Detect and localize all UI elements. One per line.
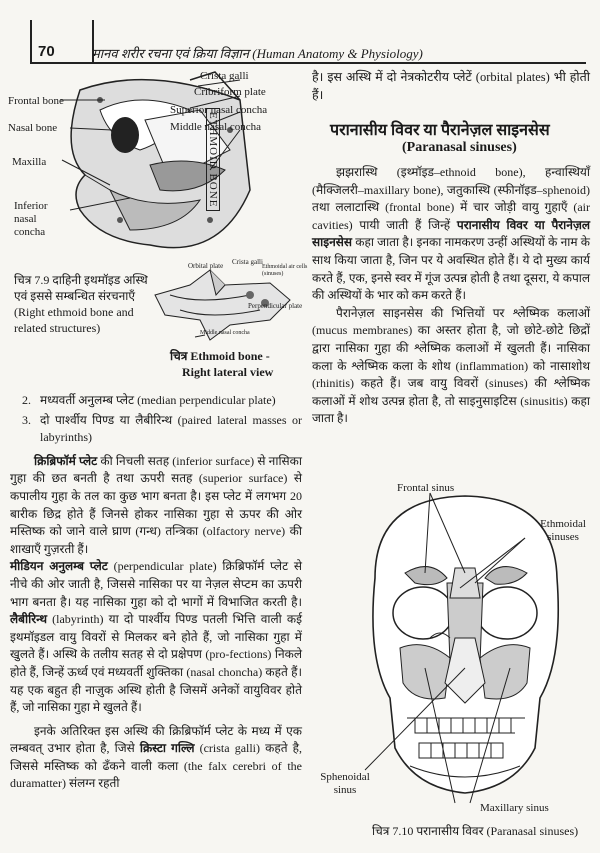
list-number: 3. <box>22 412 31 427</box>
paragraph-cribriform <box>10 453 302 559</box>
term-labyrinth: लैबीरिन्थ <box>10 612 47 627</box>
list-item <box>10 412 302 447</box>
term-paranasal-sinuses: परानासीय विवर या पैरानेज़ल साइनसेस <box>312 217 590 250</box>
paragraph-text: (crista galli) कहते है, जिससे मस्तिष्क को ढँकने वाली कला (the falx cerebri of the duramatter) संलग्न रहती <box>10 741 303 791</box>
label-cribriform-plate: Cribriform plate <box>194 86 266 98</box>
ethmoid-bone-side-label: ETHMOID BONE <box>206 108 220 211</box>
label-ethmoidal-air-cells: Ethmoidal air cells (sinuses) <box>262 264 308 277</box>
paragraph-text: (perpendicular plate) क्रिब्रिफॉर्म प्लेट से नीचे की ओर जाती है, जिससे नासिका पर या नेज़ल सेप्टम का ऊपरी भाग बनता है। यह नासिका गुहा को दो भागों में विभाजित करती है। <box>10 559 303 609</box>
term-crista-galli: क्रिस्टा गल्लि <box>139 741 195 756</box>
section-heading-hindi: परानासीय विवर या पैरानेज़ल साइनसेस <box>330 122 550 139</box>
label-orbital-plate: Orbital plate <box>188 262 224 270</box>
term-median-plate: मीडियन अनुलम्ब प्लेट <box>10 559 108 574</box>
figure-7-9-caption: चित्र 7.9 दाहिनी इथमॉइड अस्थि एवं इससे सम्बन्धित संरचनाएँ (Right ethmoid bone and related structures) <box>14 273 148 335</box>
label-crista-galli: Crista galli <box>200 70 249 82</box>
ethmoid-parts-list <box>10 392 302 447</box>
label-perpendicular-plate: Perpendicular plate <box>248 302 303 310</box>
label-superior-nasal-concha: Superior nasal concha <box>170 104 268 116</box>
paragraph-text: इनके अतिरिक्त इस अस्थि की क्रिब्रिफॉर्म प्लेट के मध्य में एक लम्बवत् उभार होता है, जिसे <box>10 723 302 756</box>
right-column-intro: है। इस अस्थि में दो नेत्रकोटरीय प्लेटें (orbital plates) भी होती हैं। <box>312 70 590 102</box>
page-number: 70 <box>38 43 55 60</box>
label-middle-nasal-concha-small: Middle nasal concha <box>200 330 250 336</box>
paragraph-text: कहा जाता है। इनका नामकरण उन्हीं अस्थियों के नाम के साथ किया जाता है, जिन पर ये अवस्थित होते हैं। ये दो मुख्य कार्य करते हैं, एक, इनसे स्वर में गूंज उत्पन्न होती है तथा दूसरा, ये कपाल की अस्थियों के भार को कम करते हैं। <box>312 235 590 303</box>
figure-7-10-caption: चित्र 7.10 परानासीय विवर (Paranasal sinuses) <box>372 824 579 838</box>
list-number: 2. <box>22 393 31 407</box>
label-ethmoidal-sinuses: Ethmoidal sinuses <box>540 518 586 543</box>
label-maxilla: Maxilla <box>12 156 47 168</box>
section-heading-english: (Paranasal sinuses) <box>402 140 517 155</box>
label-crista-galli-small: Crista galli <box>232 258 263 266</box>
figure-ethmoid-caption-1: चित्र Ethmoid bone - <box>170 349 270 363</box>
paragraph-text: की निचली सतह (inferior surface) से नासिका गुहा की छत बनती है तथा ऊपरी सतह (superior surface) से कपालीय गुहा के तल का कुछ भाग बनता है। इस प्लेट में लगभग 20 बारीक छिद्र होते हैं जिनसे होकर नासिका गुहा से ऊपर की ओर मस्तिष्क को जाने वाले घ्राण (गन्ध) तन्त्रिका (olfactory nerve) की शाखाएँ गुज़रती हैं। <box>10 453 302 556</box>
label-middle-nasal-concha: Middle nasal concha <box>170 121 262 133</box>
ethmoid-skull-illustration <box>40 70 280 270</box>
label-nasal-bone: Nasal bone <box>8 122 58 134</box>
paragraph-text: झझरास्थि (इथ्मॉइड–ethnoid bone), हन्वास्थियाँ (मैक्जिलरी–maxillary bone), जतुकास्थि (स्फीनॉइड–sphenoid) तथा ललाटास्थि (frontal bone) में चार जोड़ी वायु गुहाएँ (air cavities) पायी जाती हैं जिन्हें <box>312 165 590 232</box>
label-sphenoidal-sinus: Sphenoidal sinus <box>320 771 370 796</box>
list-text: मध्यवर्ती अनुलम्ब प्लेट (median perpendicular plate) <box>40 393 276 407</box>
list-item <box>10 392 302 410</box>
paragraph-sinusitis: पैरानेज़ल साइनसेस की भित्तियों पर श्लेष्मिक कलाओं (mucus membranes) का अस्तर होता है, जो छोटे-छोटे छिद्रों द्वारा नासिका गुहा की श्लेष्मिक कलाओं में खुलती हैं। नासिका कला के श्लेष्मिक कला के शोथ (inflammation) को नासाशोथ (rhinitis) कहते हैं। जब वायु विवरों (sinuses) की श्लेष्मिक कलाओं में शोथ उत्पन्न होता है, तो साइनुसाइटिस (sinusitis) कहा जाता है। <box>312 305 590 426</box>
term-cribriform-plate: क्रिब्रिफॉर्म प्लेट <box>34 453 98 468</box>
paragraph-crista-galli <box>10 723 302 793</box>
label-maxillary-sinus: Maxillary sinus <box>480 802 549 814</box>
label-frontal-sinus: Frontal sinus <box>397 482 455 494</box>
figure-ethmoid-caption-2: Right lateral view <box>182 365 274 379</box>
left-column <box>10 392 302 793</box>
label-inferior-nasal-concha: Inferior nasal concha <box>14 200 48 238</box>
paragraph-text: (labyrinth) या दो पार्श्वीय पिण्ड पतली भित्ति वाली कई इथमॉइडल वायु विवरों से मिलकर बने होते हैं, जो नासिका गुहा में खुलते हैं। अस्थि के तलीय सतह से दो प्रक्षेपण (pro-fections) निकले होते हैं, जिन्हें ऊर्ध्व एवं मध्यवर्ती शुक्तिका (nasal choncha) कहते हैं। यह एक बहुत ही नाज़ुक अस्थि होती है जिसमें अनेकों वायुविवर होते हैं, जो नासिका गुहा मे खुलते हैं। <box>10 612 302 715</box>
header-rule <box>30 62 586 64</box>
paragraph-paranasal <box>312 164 590 305</box>
running-title: मानव शरीर रचना एवं क्रिया विज्ञान (Human Anatomy & Physiology) <box>92 46 423 61</box>
label-frontal-bone: Frontal bone <box>8 95 64 107</box>
list-text: दो पार्श्वीय पिण्ड या लैबीरिन्थ (paired lateral masses or labyrinths) <box>40 412 302 445</box>
paragraph-perpendicular <box>10 558 302 716</box>
right-column-body <box>312 164 590 428</box>
